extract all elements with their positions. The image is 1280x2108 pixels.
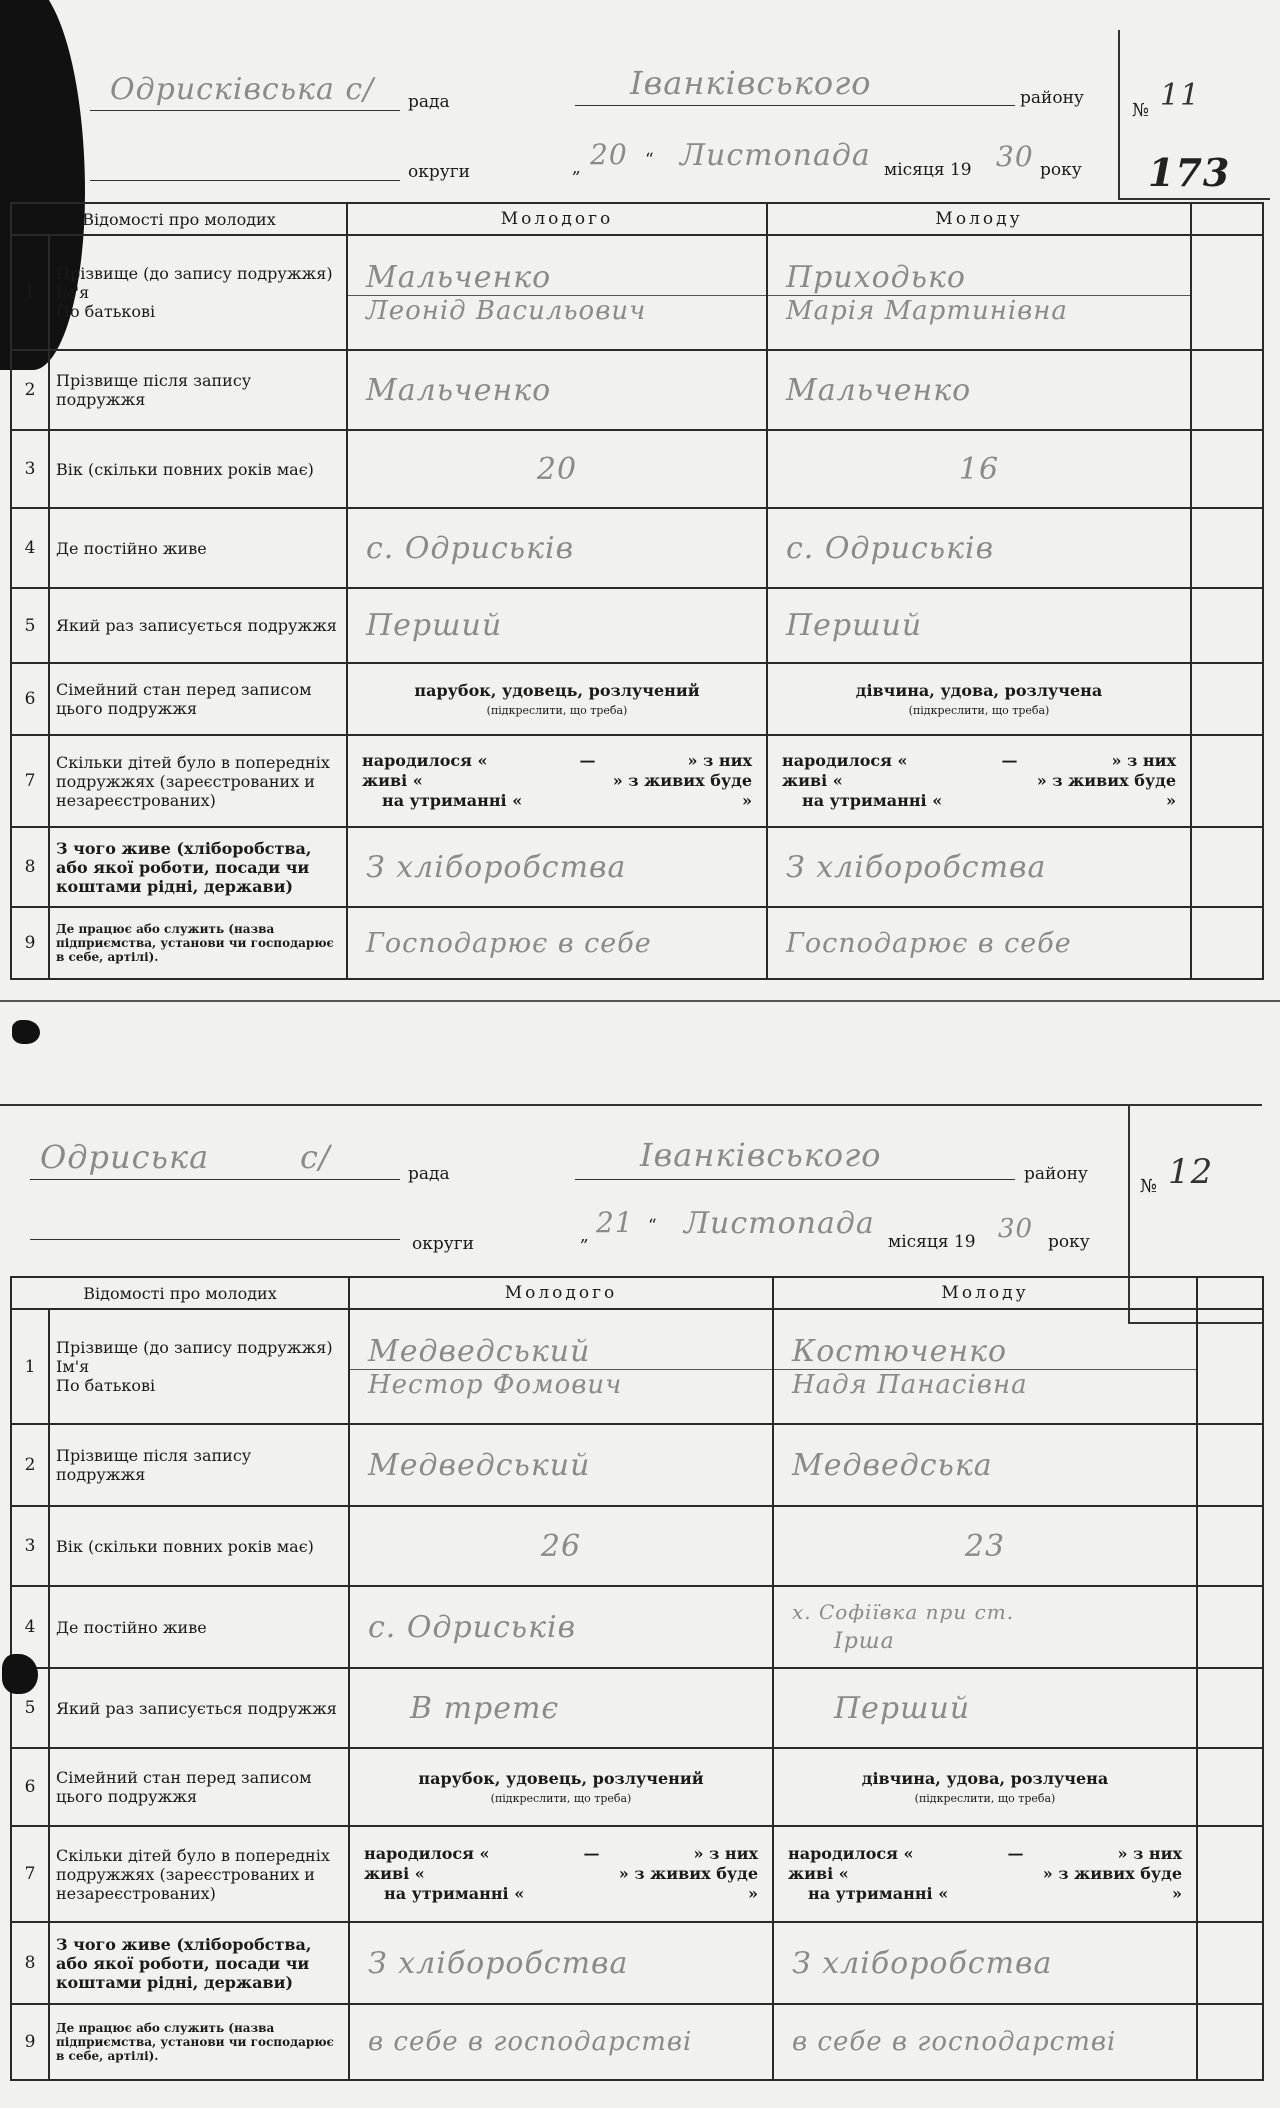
groom-married-surname: Мальченко (366, 372, 552, 408)
row-label: Де працює або служить (назва підприємства, установи чи господарює в себе, артілі). (49, 2004, 349, 2080)
row-label: Вік (скільки повних років має) (49, 1506, 349, 1586)
okrug-suffix: округи (408, 162, 470, 182)
council-handwritten: Одриська (40, 1138, 210, 1176)
will-be-label: » з живих буде (612, 771, 752, 790)
groom-residence: с. Одриськів (368, 1609, 577, 1645)
born-label: народилося « (782, 751, 908, 770)
groom-age: 26 (540, 1528, 582, 1564)
row-number: 6 (11, 1748, 49, 1826)
bride-workplace: Господарює в себе (786, 927, 1072, 959)
groom-age: 20 (536, 451, 578, 487)
council-line (30, 1179, 400, 1180)
born-label: народилося « (364, 1844, 490, 1863)
day-handwritten: 20 (590, 138, 628, 171)
row-label: Де працює або служить (назва підприємства, установи чи господарює в себе, артілі). (49, 907, 347, 979)
sheet-top-border (0, 1104, 1262, 1106)
groom-given-name: Леонід Васильович (366, 295, 647, 326)
of-them-label: » з них (1111, 751, 1176, 770)
row-number: 7 (11, 735, 49, 827)
bride-married-surname: Медведська (792, 1447, 993, 1483)
bride-residence-line2: Ірша (834, 1629, 895, 1654)
row-label: Скільки дітей було в попередніх подружжях (зареєстрованих и незареєстрованих) (49, 1826, 349, 1922)
row-number: 5 (11, 588, 49, 663)
row-number: 9 (11, 907, 49, 979)
groom-marriage-count: Перший (366, 608, 503, 643)
row-label: Сімейний стан перед записом цього подружжя (49, 663, 347, 735)
month-suffix: місяця 19 (884, 160, 972, 180)
header-bride: Молоду (773, 1277, 1197, 1309)
row-number: 6 (11, 663, 49, 735)
district-handwritten: Іванківського (630, 64, 872, 102)
header-info: Відомості про молодих (11, 203, 347, 235)
record-number-handwritten: 11 (1160, 78, 1201, 113)
bride-residence: с. Одриськів (786, 530, 995, 566)
extra-cell (1191, 235, 1263, 350)
month-suffix: місяця 19 (888, 1232, 976, 1252)
record-number-handwritten: 12 (1168, 1152, 1214, 1192)
record-sheet-2: Одриська с/ рада Іванківського району округи „ 21 “ Листопада місяця 19 30 року № 12 Відомості про молодих Молодого Молоду 1 Прізвище (до запису подружжя) Ім'я По батькові Медведський Нестор Фомович Костюченко Надя Панасівна 2 Прізвище після запису подружжя Медведський Медведська 3 Вік (скільки повних років має) 26 23 4 Де постійно живе с. Одриськів х. Софіївка при ст. Ірша 5 Який раз записується подружжя В третє Перший 6 Сімейний стан перед записом цього подружжя парубок, удовець, розлучений (підкреслити, що треба) дівчина, удова, розлучена (підкреслити, що треба) 7 Скільки дітей було в попередніх подружжях (зареєстрованих и незареєстрованих) народилося « — » з них живі « » з живих буде на утриманні « » народилося « — » з них живі « » з живих буде на утриманні « » 8 З чого живе (хліборобства, або якої роботи, посади чи коштами рідні, держави) З хліборобства З хліборобства 9 Де працює або служить (назва підприємства, установи чи господарює в себе, артілі). в себе в господарстві в себе в господарстві (0, 1054, 1280, 2108)
bride-status-options: дівчина, удова, розлучена (861, 1769, 1109, 1788)
supported-label: на утриманні « (802, 791, 943, 810)
year-handwritten: 30 (998, 1214, 1034, 1244)
groom-livelihood: З хліборобства (368, 1945, 629, 1981)
row-number: 1 (11, 1309, 49, 1424)
district-line (575, 105, 1015, 106)
row-number: 3 (11, 1506, 49, 1586)
bride-children-cell (767, 735, 1191, 827)
row-label: Прізвище після запису подружжя (49, 350, 347, 430)
supported-label: на утриманні « (382, 791, 523, 810)
underline-note: (підкреслити, що треба) (908, 704, 1050, 717)
header-bride: Молоду (767, 203, 1191, 235)
row-label: Скільки дітей було в попередніх подружжях (зареєстрованих и незареєстрованих) (49, 735, 347, 827)
bride-surname: Костюченко (792, 1333, 1008, 1369)
row-label: Прізвище (до запису подружжя) Ім'я По батькові (49, 235, 347, 350)
council-suffix: рада (408, 92, 450, 112)
record-table-1 (10, 202, 1264, 980)
month-handwritten: Листопада (680, 138, 871, 173)
groom-workplace: Господарює в себе (366, 927, 652, 959)
alive-label: живі « (782, 771, 843, 790)
okrug-line (90, 180, 400, 181)
bride-marriage-count: Перший (834, 1690, 971, 1726)
bride-age: 16 (958, 451, 1000, 487)
groom-marriage-count: В третє (410, 1690, 560, 1726)
page-divider (0, 1000, 1280, 1002)
row-label: Прізвище (до запису подружжя) Ім'я По батькові (49, 1309, 349, 1424)
close-quote: » (748, 1884, 758, 1903)
underline-note: (підкреслити, що треба) (490, 1792, 632, 1805)
row-label: Прізвище після запису подружжя (49, 1424, 349, 1506)
bride-name-cell (773, 1309, 1197, 1424)
ink-spot (12, 1020, 40, 1044)
dash: — (583, 1844, 600, 1863)
close-quote: » (1172, 1884, 1182, 1903)
council-handwritten: Одрисківська с/ (110, 72, 375, 107)
row-label: Де постійно живе (49, 1586, 349, 1668)
row-number: 1 (11, 235, 49, 350)
header-extra (1197, 1277, 1263, 1309)
row-number: 3 (11, 430, 49, 508)
bride-livelihood: З хліборобства (792, 1945, 1053, 1981)
bride-residence-line1: х. Софіївка при ст. (792, 1600, 1015, 1624)
record-table-2 (10, 1276, 1264, 2081)
day-handwritten: 21 (596, 1206, 634, 1239)
row-label: Який раз записується подружжя (49, 588, 347, 663)
alive-label: живі « (364, 1864, 425, 1883)
row-number: 4 (11, 508, 49, 588)
month-handwritten: Листопада (684, 1206, 875, 1241)
council-line (90, 110, 400, 111)
row-number: 5 (11, 1668, 49, 1748)
ink-spot (2, 1654, 38, 1694)
will-be-label: » з живих буде (618, 1864, 758, 1883)
row-label: З чого живе (хліборобства, або якої роботи, посади чи коштами рідні, держави) (49, 1922, 349, 2004)
row-number: 4 (11, 1586, 49, 1668)
district-suffix: району (1024, 1164, 1088, 1184)
council-suffix: рада (408, 1164, 450, 1184)
district-handwritten: Іванківського (640, 1136, 882, 1174)
council-mark-handwritten: с/ (300, 1138, 331, 1176)
dash: — (579, 751, 596, 770)
supported-label: на утриманні « (384, 1884, 525, 1903)
bride-status-options: дівчина, удова, розлучена (855, 681, 1103, 700)
groom-name-cell (349, 1309, 773, 1424)
of-them-label: » з них (687, 751, 752, 770)
row-number: 2 (11, 350, 49, 430)
number-label: № (1140, 1176, 1158, 1197)
of-them-label: » з них (693, 1844, 758, 1863)
header-info: Відомості про молодих (11, 1277, 349, 1309)
row-label: Вік (скільки повних років має) (49, 430, 347, 508)
born-label: народилося « (788, 1844, 914, 1863)
row-label: З чого живе (хліборобства, або якої роботи, посади чи коштами рідні, держави) (49, 827, 347, 907)
okrug-line (30, 1239, 400, 1240)
groom-surname: Мальченко (366, 259, 552, 295)
district-suffix: району (1020, 88, 1084, 108)
year-suffix: року (1048, 1232, 1090, 1252)
groom-status-options: парубок, удовець, розлучений (418, 1769, 704, 1788)
header-extra (1191, 203, 1263, 235)
groom-status-options: парубок, удовець, розлучений (414, 681, 700, 700)
record-side-number-handwritten: 173 (1148, 150, 1231, 195)
groom-married-surname: Медведський (368, 1447, 591, 1483)
groom-surname: Медведський (368, 1333, 591, 1369)
supported-label: на утриманні « (808, 1884, 949, 1903)
row-number: 8 (11, 1922, 49, 2004)
groom-livelihood: З хліборобства (366, 849, 627, 885)
groom-given-name: Нестор Фомович (368, 1369, 623, 1400)
bride-married-surname: Мальченко (786, 372, 972, 408)
row-label: Сімейний стан перед записом цього подружжя (49, 1748, 349, 1826)
dash: — (1007, 1844, 1024, 1863)
born-label: народилося « (362, 751, 488, 770)
district-line (575, 1179, 1015, 1180)
row-number: 8 (11, 827, 49, 907)
row-number: 9 (11, 2004, 49, 2080)
row-label: Де постійно живе (49, 508, 347, 588)
bride-surname: Приходько (786, 259, 966, 295)
okrug-suffix: округи (412, 1234, 474, 1254)
groom-residence: с. Одриськів (366, 530, 575, 566)
bride-marriage-count: Перший (786, 608, 923, 643)
bride-given-name: Надя Панасівна (792, 1369, 1028, 1400)
underline-note: (підкреслити, що треба) (914, 1792, 1056, 1805)
will-be-label: » з живих буде (1042, 1864, 1182, 1883)
year-handwritten: 30 (996, 140, 1034, 173)
groom-name-cell (347, 235, 767, 350)
groom-children-cell (347, 735, 767, 827)
row-label: Який раз записується подружжя (49, 1668, 349, 1748)
row-number: 2 (11, 1424, 49, 1506)
year-suffix: року (1040, 160, 1082, 180)
dash: — (1001, 751, 1018, 770)
header-groom: Молодого (349, 1277, 773, 1309)
row-number: 7 (11, 1826, 49, 1922)
groom-workplace: в себе в господарстві (368, 2027, 693, 2057)
number-label: № (1132, 100, 1150, 121)
close-quote: » (1166, 791, 1176, 810)
bride-name-cell (767, 235, 1191, 350)
close-quote: » (742, 791, 752, 810)
underline-note: (підкреслити, що треба) (486, 704, 628, 717)
bride-given-name: Марія Мартинівна (786, 295, 1068, 326)
bride-children-cell (773, 1826, 1197, 1922)
bride-workplace: в себе в господарстві (792, 2027, 1117, 2057)
bride-livelihood: З хліборобства (786, 849, 1047, 885)
of-them-label: » з них (1117, 1844, 1182, 1863)
record-sheet-1: Одрисківська с/ рада Іванківського району округи „ 20 “ Листопада місяця 19 30 року № 11 173 Відомості про молодих Молодого Молоду 1 Прізвище (до запису подружжя) Ім'я По батькові Мальченко Леонід Васильович Приходько Марія Мартинівна 2 Прізвище після запису подружжя Мальченко Мальченко 3 Вік (скільки повних років має) 20 16 4 Де постійно живе с. Одриськів с. Одриськів 5 Який раз записується подружжя Перший Перший 6 Сімейний стан перед записом цього подружжя парубок, удовець, розлучений (підкреслити, що треба) дівчина, удова, розлучена (підкреслити, що треба) 7 Скільки дітей було в попередніх подружжях (зареєстрованих и незареєстрованих) народилося « — » з них живі « » з живих буде на утриманні « » народилося « — » з них живі « » з живих буде на утриманні « » 8 З чого живе (хліборобства, або якої роботи, посади чи коштами рідні, держави) З хліборобства З хліборобства 9 Де працює або служить (назва підприємства, установи чи господарює в себе, артілі). Господарює в себе Господарює в себе (0, 0, 1280, 1054)
header-groom: Молодого (347, 203, 767, 235)
alive-label: живі « (788, 1864, 849, 1883)
bride-age: 23 (964, 1528, 1006, 1564)
groom-children-cell (349, 1826, 773, 1922)
alive-label: живі « (362, 771, 423, 790)
will-be-label: » з живих буде (1036, 771, 1176, 790)
